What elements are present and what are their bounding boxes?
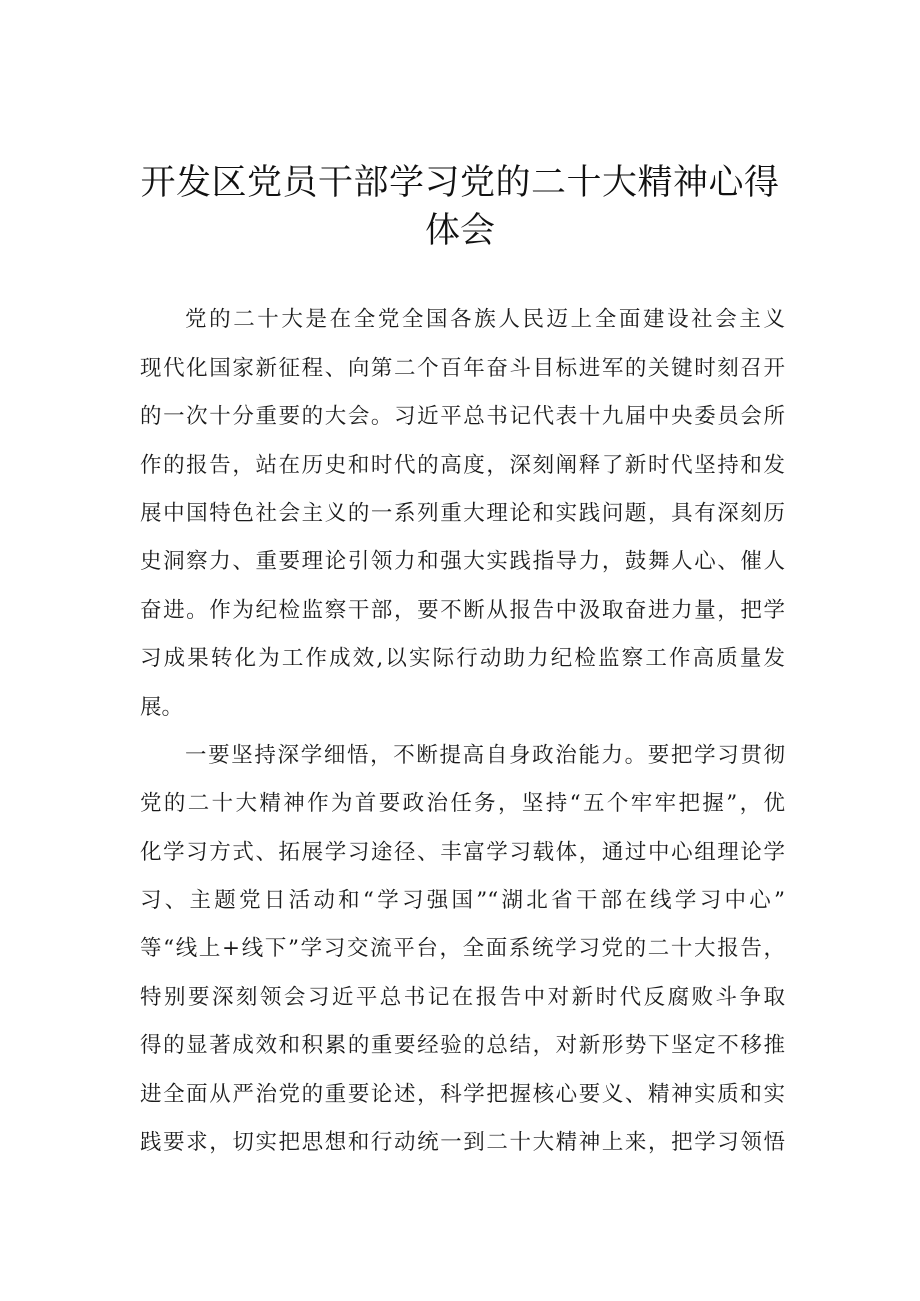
- paragraph-line: 现代化国家新征程、向第二个百年奋斗目标进军的关键时刻召开: [140, 356, 785, 381]
- paragraph-line: 习、主题党日活动和“学习强国”“湖北省干部在线学习中心”: [140, 888, 785, 913]
- paragraph-line: 史洞察力、重要理论引领力和强大实践指导力，鼓舞人心、催人: [140, 549, 785, 574]
- paragraph-line: 等“线上+线下”学习交流平台，全面系统学习党的二十大报告，: [140, 936, 785, 961]
- paragraph-line: 进全面从严治党的重要论述，科学把握核心要义、精神实质和实: [140, 1082, 785, 1107]
- paragraph-line: 的一次十分重要的大会。习近平总书记代表十九届中央委员会所: [140, 404, 785, 429]
- paragraph-line: 党的二十大精神作为首要政治任务，坚持“五个牢牢把握”，优: [140, 791, 785, 816]
- paragraph-line: 得的显著成效和积累的重要经验的总结，对新形势下坚定不移推: [140, 1033, 785, 1058]
- paragraph-line: 展。: [140, 695, 184, 720]
- document-title-line-1: 开发区党员干部学习党的二十大精神心得: [140, 163, 780, 203]
- paragraph-line: 一要坚持深学细悟，不断提高自身政治能力。要把学习贯彻: [185, 743, 785, 768]
- document-title-line-2: 体会: [424, 211, 495, 251]
- paragraph-line: 展中国特色社会主义的一系列重大理论和实践问题，具有深刻历: [140, 501, 785, 526]
- paragraph-line: 化学习方式、拓展学习途径、丰富学习载体，通过中心组理论学: [140, 840, 785, 865]
- paragraph-line: 奋进。作为纪检监察干部，要不断从报告中汲取奋进力量，把学: [140, 598, 785, 623]
- paragraph-line: 作的报告，站在历史和时代的高度，深刻阐释了新时代坚持和发: [140, 453, 785, 478]
- paragraph-line: 特别要深刻领会习近平总书记在报告中对新时代反腐败斗争取: [140, 985, 785, 1010]
- paragraph-line: 践要求，切实把思想和行动统一到二十大精神上来，把学习领悟: [140, 1130, 785, 1155]
- paragraph-line: 习成果转化为工作成效,以实际行动助力纪检监察工作高质量发: [140, 646, 785, 671]
- paragraph-line: 党的二十大是在全党全国各族人民迈上全面建设社会主义: [185, 307, 785, 332]
